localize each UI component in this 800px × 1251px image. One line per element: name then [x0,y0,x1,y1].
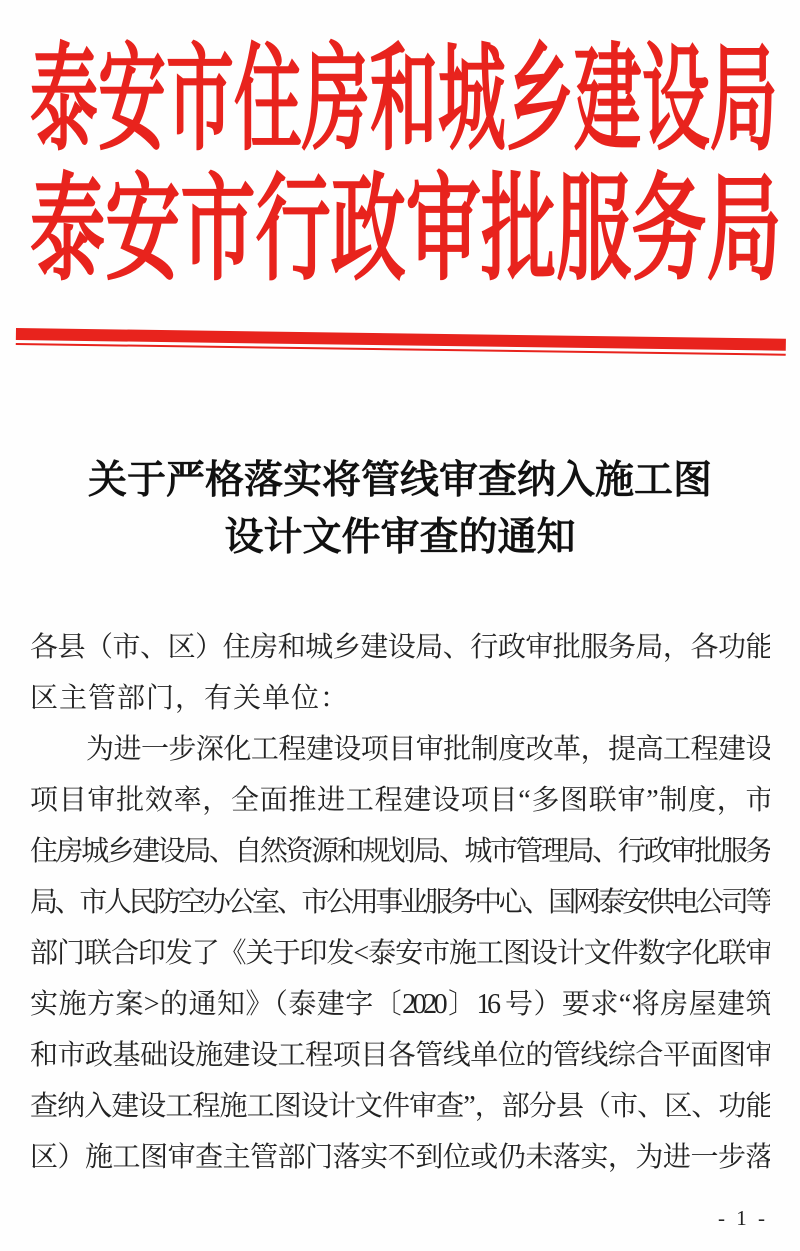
document-title [0,452,800,566]
red-divider-thick-bar [16,328,786,351]
page-number: - 1 - [718,1206,768,1230]
paragraph-line-8: 查纳入建设工程施工图设计文件审查”，部分县（市、区、功能 [30,1091,770,1122]
red-divider [16,328,786,356]
document-body [30,622,770,1183]
document-title-line-2: 设计文件审查的通知 [224,516,576,559]
paragraph-line-4: 局、市人民防空办公室、市公用事业服务中心、国网泰安供电公司等 [30,887,770,918]
document-title-line-1: 关于严格落实将管线审查纳入施工图 [87,459,712,502]
salutation-line-2: 区主管部门，有关单位： [30,683,350,714]
paragraph-line-2: 项目审批效率，全面推进工程建设项目“多图联审”制度，市 [30,785,770,816]
letterhead [30,36,800,296]
issuing-agency-line-1: 泰安市住房和城乡建设局 [30,37,778,165]
issuing-agency-line-2: 泰安市行政审批服务局 [30,167,782,295]
paragraph-line-3: 住房城乡建设局、自然资源和规划局、城市管理局、行政审批服务 [30,836,770,867]
paragraph-line-5: 部门联合印发了《关于印发<泰安市施工图设计文件数字化联审 [30,938,770,969]
paragraph-line-1: 为进一步深化工程建设项目审批制度改革，提高工程建设 [86,734,770,765]
paragraph-line-9: 区）施工图审查主管部门落实不到位或仍未落实，为进一步落 [30,1142,770,1173]
paragraph-line-7: 和市政基础设施建设工程项目各管线单位的管线综合平面图审 [30,1040,770,1071]
paragraph-line-6: 实施方案>的通知》（泰建字〔2020〕16 号）要求“将房屋建筑 [30,989,770,1020]
salutation-line-1: 各县（市、区）住房和城乡建设局、行政审批服务局，各功能 [30,632,770,663]
